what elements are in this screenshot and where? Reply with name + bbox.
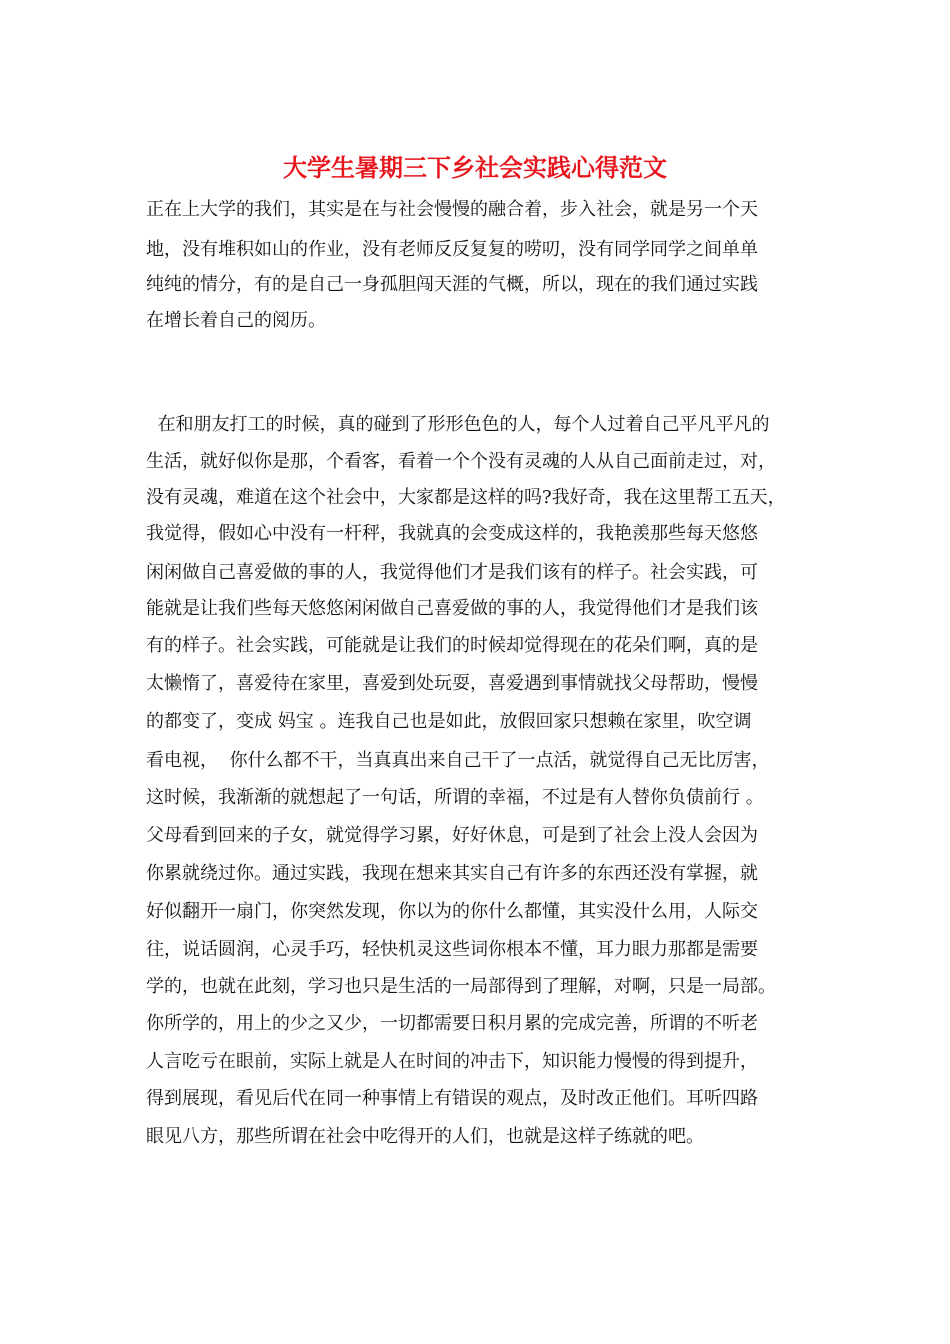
paragraph-line: 的都变了，变成 妈宝 。连我自己也是如此，放假回家只想赖在家里，吹空调 bbox=[146, 711, 752, 732]
paragraph-line: 往，说话圆润，心灵手巧，轻快机灵这些词你根本不懂，耳力眼力那都是需要 bbox=[146, 939, 758, 960]
paragraph-line: 纯纯的情分，有的是自己一身孤胆闯天涯的气概，所以，现在的我们通过实践 bbox=[146, 274, 758, 295]
paragraph-line: 你所学的，用上的少之又少，一切都需要日积月累的完成完善，所谓的不听老 bbox=[146, 1013, 758, 1034]
paragraph-line: 父母看到回来的子女，就觉得学习累，好好休息，可是到了社会上没人会因为 bbox=[146, 825, 758, 846]
paragraph-line: 眼见八方，那些所谓在社会中吃得开的人们，也就是这样子练就的吧。 bbox=[146, 1126, 704, 1147]
paragraph-line: 生活，就好似你是那，个看客，看着一个个没有灵魂的人从自己面前走过，对， bbox=[146, 451, 776, 472]
paragraph-line: 好似翻开一扇门，你突然发现，你以为的你什么都懂，其实没什么用，人际交 bbox=[146, 901, 758, 922]
paragraph-line: 有的样子。社会实践，可能就是让我们的时候却觉得现在的花朵们啊，真的是 bbox=[146, 635, 758, 656]
paragraph-line: 你累就绕过你。通过实践，我现在想来其实自己有许多的东西还没有掌握，就 bbox=[146, 863, 758, 884]
paragraph-line: 能就是让我们些每天悠悠闲闲做自己喜爱做的事的人，我觉得他们才是我们该 bbox=[146, 598, 758, 619]
paragraph-line: 正在上大学的我们，其实是在与社会慢慢的融合着，步入社会，就是另一个天 bbox=[146, 199, 758, 220]
paragraph-line: 看电视， 你什么都不干，当真真出来自己干了一点活，就觉得自己无比厉害， bbox=[146, 750, 770, 771]
paragraph-line: 在增长着自己的阅历。 bbox=[146, 310, 326, 331]
paragraph-line: 在和朋友打工的时候，真的碰到了形形色色的人，每个人过着自己平凡平凡的 bbox=[146, 414, 770, 435]
paragraph-line: 这时候，我渐渐的就想起了一句话，所谓的幸福，不过是有人替你负债前行 。 bbox=[146, 787, 764, 808]
document-title: 大学生暑期三下乡社会实践心得范文 bbox=[283, 153, 667, 182]
paragraph-line: 没有灵魂，难道在这个社会中，大家都是这样的吗?我好奇，我在这里帮工五天， bbox=[146, 487, 786, 508]
paragraph-line: 人言吃亏在眼前，实际上就是人在时间的冲击下，知识能力慢慢的得到提升， bbox=[146, 1051, 758, 1072]
paragraph-line: 闲闲做自己喜爱做的事的人，我觉得他们才是我们该有的样子。社会实践，可 bbox=[146, 562, 758, 583]
paragraph-line: 太懒惰了，喜爱待在家里，喜爱到处玩耍，喜爱遇到事情就找父母帮助，慢慢 bbox=[146, 673, 758, 694]
paragraph-line: 学的，也就在此刻，学习也只是生活的一局部得到了理解，对啊，只是一局部。 bbox=[146, 976, 776, 997]
paragraph-line: 我觉得，假如心中没有一杆秤，我就真的会变成这样的，我艳羡那些每天悠悠 bbox=[146, 523, 758, 544]
paragraph-line: 得到展现，看见后代在同一种事情上有错误的观点，及时改正他们。耳听四路 bbox=[146, 1088, 758, 1109]
paragraph-line: 地，没有堆积如山的作业，没有老师反反复复的唠叨，没有同学同学之间单单 bbox=[146, 239, 758, 260]
